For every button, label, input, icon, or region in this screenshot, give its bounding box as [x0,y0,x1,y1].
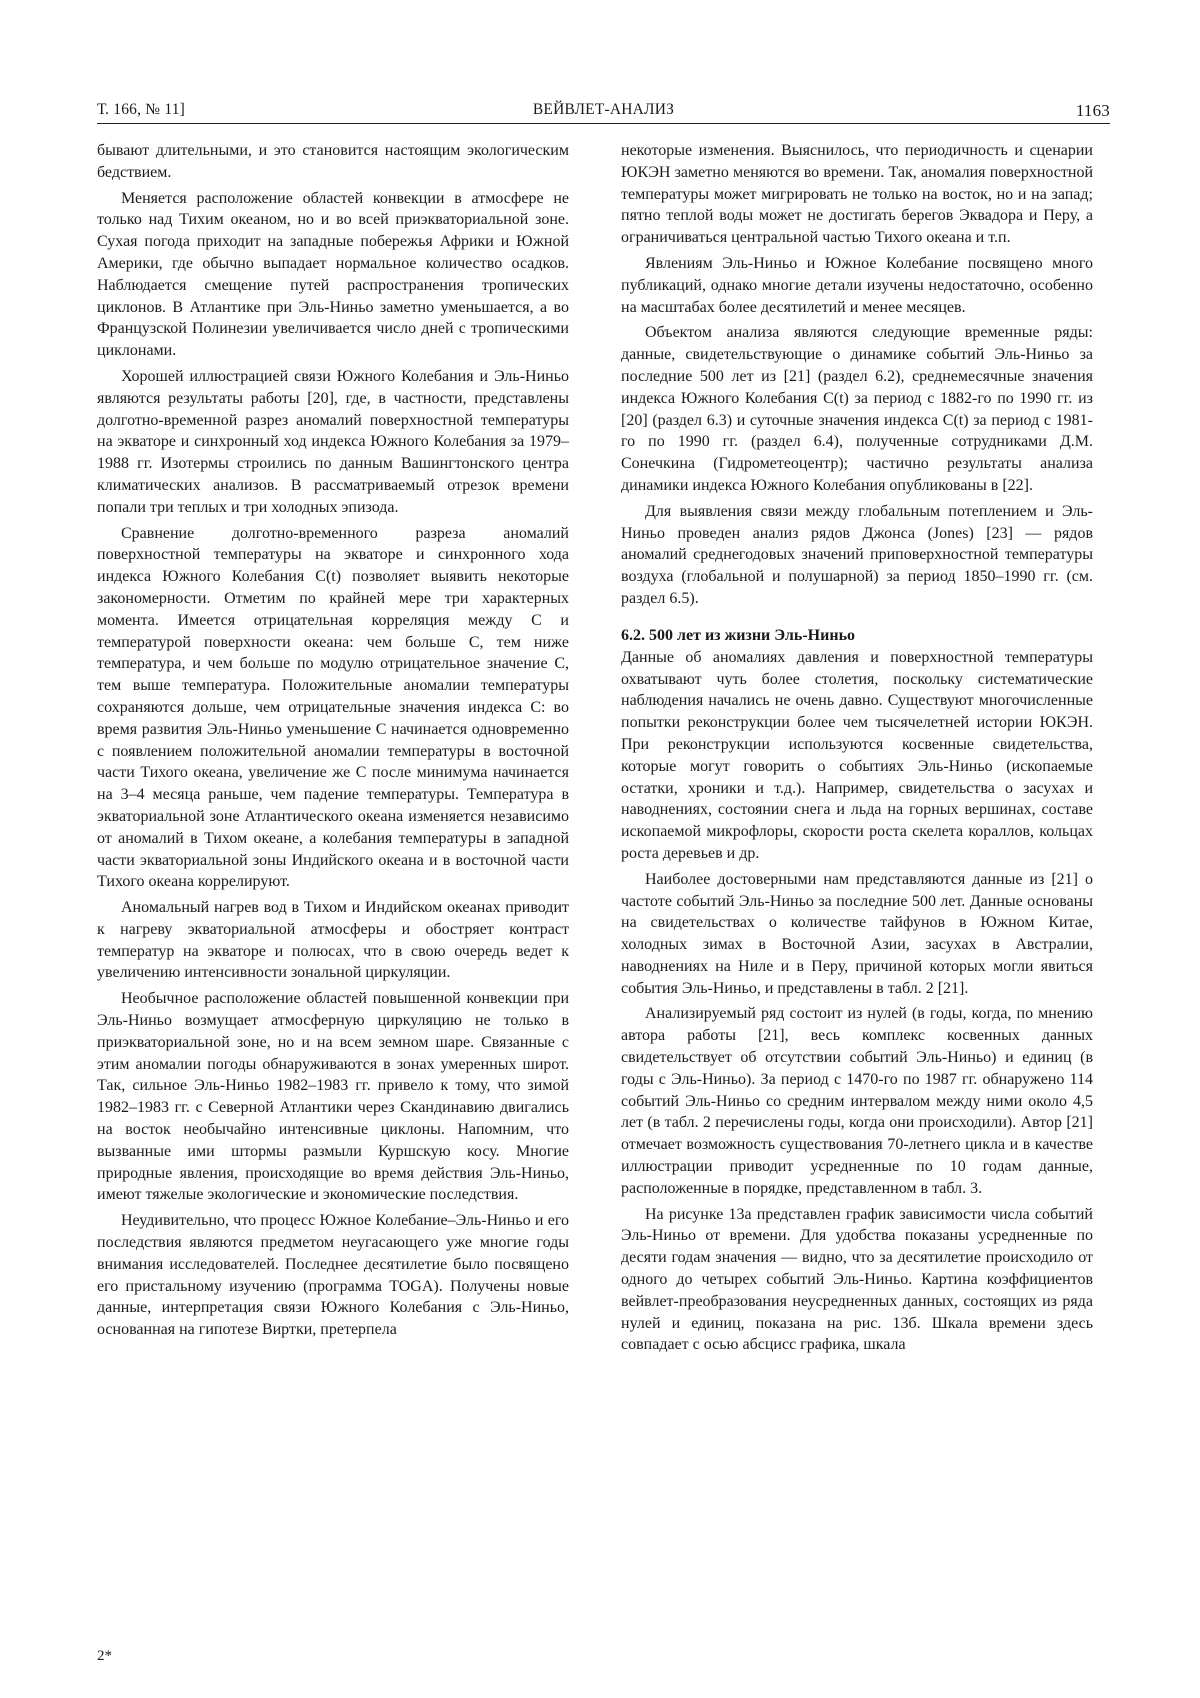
paragraph: бывают длительными, и это становится настоящим экологическим бедствием. [97,142,569,181]
paragraph: Наиболее достоверными нам представляются данные из [21] о частоте событий Эль-Ниньо за последние 500 лет. Данные основаны на свидетельствах о количестве тайфунов в Южном Китае, холодных зимах в Восточной Азии, засухах в Австралии, наводнениях на Ниле и в Перу, причиной которых могли явиться события Эль-Ниньо, и представлены в табл. 2 [21]. [621,870,1093,997]
paragraph: Аномальный нагрев вод в Тихом и Индийском океанах приводит к нагреву экваториальной атмосферы и обостряет контраст температур на экваторе и полюсах, что в свою очередь ведет к увеличению интенсивности зональной циркуляции. [97,899,569,982]
paragraph: Явлениям Эль-Ниньо и Южное Колебание посвящено много публикаций, однако многие детали изучены недостаточно, особенно на масштабах более десятилетий и менее месяцев. [621,254,1093,316]
paragraph: Неудивительно, что процесс Южное Колебание–Эль-Ниньо и его последствия являются предметом неугасающего уже многие годы внимания исследователей. Последнее десятилетие было посвящено его пристальному изучению (программа TOGA). Получены новые данные, интерпретация связи Южного Колебания с Эль-Ниньо, основанная на гипотезе Виртки, претерпела [97,1212,569,1339]
page-number: 1163 [1075,101,1110,120]
right-column [621,140,1093,1360]
paragraph: Сравнение долготно-временного разреза аномалий поверхностной температуры на экваторе и синхронного хода индекса Южного Колебания C(t) позволяет выявить некоторые закономерности. Отметим по крайней мере три характерных момента. Имеется отрицательная корреляция между C и температурой поверхности океана: чем больше C, тем ниже температура, и чем больше по модулю отрицательное значение C, тем выше температура. Положительные аномалии температуры сохраняются дольше, чем отрицательные значения индекса C: во время развития Эль-Ниньо уменьшение C начинается одновременно с появлением положительной аномалии температуры в восточной части Тихого океана, увеличение же C после минимума начинается на 3–4 месяца раньше, чем падение температуры. Температура в экваториальной зоне Атлантического океана изменяется независимо от аномалий в Тихом океане, а колебания температуры в западной части экваториальной зоны Индийского океана и в восточной части Тихого океана коррелируют. [97,524,569,891]
running-header [97,93,1110,124]
paragraph: Для выявления связи между глобальным потеплением и Эль-Ниньо проведен анализ рядов Джонса (Jones) [23] — рядов аномалий среднегодовых значений приповерхностной температуры воздуха (глобальной и полушарной) за период 1850–1990 гг. (см. раздел 6.5). [621,502,1093,607]
paragraph: Данные об аномалиях давления и поверхностной температуры охватывают чуть более столетия, поскольку систематические наблюдения начались не очень давно. Существуют многочисленные попытки реконструкции более чем тысячелетней истории ЮКЭН. При реконструкции используются косвенные свидетельства, которые могут говорить о событиях Эль-Ниньо (ископаемые остатки, хроники и т.д.). Например, свидетельства о засухах и наводнениях, состоянии снега и льда на горных вершинах, составе ископаемой микрофлоры, скорости роста скелета кораллов, кольцах роста деревьев и др. [621,648,1093,862]
signature-mark: 2* [97,1648,112,1664]
paragraph: На рисунке 13а представлен график зависимости числа событий Эль-Ниньо от времени. Для удобства показаны усредненные по десяти годам значения — видно, что за десятилетие происходило от одного до четырех событий Эль-Ниньо. Картина коэффициентов вейвлет-преобразования неусредненных данных, состоящих из ряда нулей и единиц, показана на рис. 13б. Шкала времени здесь совпадает с осью абсцисс графика, шкала [621,1205,1093,1354]
paragraph: Анализируемый ряд состоит из нулей (в годы, когда, по мнению автора работы [21], весь комплекс косвенных данных свидетельствует об отсутствии событий Эль-Ниньо) и единиц (в годы с Эль-Ниньо). За период с 1470-го по 1987 гг. обнаружено 114 событий Эль-Ниньо со средним интервалом между ними около 4,5 лет (в табл. 2 перечислены годы, когда они происходили). Автор [21] отмечает возможность существования 70-летнего цикла и в качестве иллюстрации приводит усредненные по 10 годам данные, расположенные в порядке, представленном в табл. 3. [621,1005,1093,1197]
paragraph: Необычное расположение областей повышенной конвекции при Эль-Ниньо возмущает атмосферную циркуляцию не только в приэкваториальной зоне, но и на всем земном шаре. Связанные с этим аномалии погоды обнаруживаются в зонах умеренных широт. Так, сильное Эль-Ниньо 1982–1983 гг. привело к тому, что зимой 1982–1983 гг. с Северной Атлантики через Скандинавию двигались на восток необычайно интенсивные циклоны. Напомним, что вызванные ими штормы размыли Куршскую косу. Многие природные явления, происходящие во время действия Эль-Ниньо, имеют тяжелые экологические и экономические последствия. [97,990,569,1204]
paragraph: Объектом анализа являются следующие временные ряды: данные, свидетельствующие о динамике событий Эль-Ниньо за последние 500 лет из [21] (раздел 6.2), среднемесячные значения индекса Южного Колебания C(t) за период с 1882-го по 1990 гг. из [20] (раздел 6.3) и суточные значения индекса C(t) за период с 1981-го по 1990 гг. (раздел 6.4), полученные сотрудниками Д.М. Сонечкина (Гидрометеоцентр); частично результаты анализа динамики индекса Южного Колебания опубликованы в [22]. [621,324,1093,494]
left-column [97,140,569,1345]
journal-volume: Т. 166, № 11] [97,101,186,118]
running-title: ВЕЙВЛЕТ-АНАЛИЗ [532,101,675,118]
paragraph: некоторые изменения. Выяснилось, что периодичность и сценарии ЮКЭН заметно меняются во времени. Так, аномалия поверхностной температуры может мигрировать не только на восток, но и на запад; пятно теплой воды может не достигать берегов Эквадора и Перу, а ограничиваться центральной частью Тихого океана и т.п. [621,142,1093,247]
section-heading: 6.2. 500 лет из жизни Эль-Ниньо [621,626,856,644]
paragraph: Меняется расположение областей конвекции в атмосфере не только над Тихим океаном, но и во всей приэкваториальной зоне. Сухая погода приходит на западные побережья Африки и Южной Америки, где обычно выпадает нормальное количество осадков. Наблюдается смещение путей распространения тропических циклонов. В Атлантике при Эль-Ниньо заметно уменьшается, а во Французской Полинезии увеличивается число дней с тропическими циклонами. [97,189,569,360]
paragraph: Хорошей иллюстрацией связи Южного Колебания и Эль-Ниньо являются результаты работы [20], где, в частности, представлены долготно-временной разрез аномалий поверхностной температуры на экваторе и синхронный ход индекса Южного Колебания за 1979–1988 гг. Изотермы строились по данным Вашингтонского центра климатических анализов. В рассматриваемый отрезок времени попали три теплых и три холодных эпизода. [97,367,569,516]
